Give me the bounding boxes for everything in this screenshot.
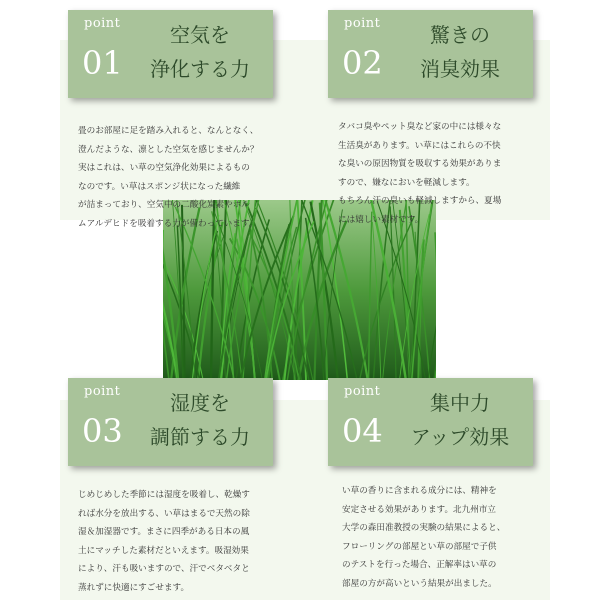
point-label: point [84, 384, 121, 399]
point-01-badge [68, 10, 273, 98]
point-number: 04 [342, 412, 383, 450]
point-title: 集中力 アップ効果 [410, 391, 510, 449]
point-number: 01 [82, 44, 123, 82]
point-02-badge [328, 10, 533, 98]
point-label: point [84, 16, 121, 31]
point-02-description: タバコ臭やペット臭など家の中には様々な 生活臭があります。い草にはこれらの不快 な臭いの原因物質を吸収する効果がありま すので、嫌なにおいを軽減します。 もちろん汗の臭いも軽減しますから、夏場 には嬉しい素材です。 [338, 122, 502, 225]
point-label: point [344, 384, 381, 399]
point-number: 02 [342, 44, 383, 82]
point-title: 驚きの 消臭効果 [420, 23, 500, 81]
point-04-description: い草の香りに含まれる成分には、精神を 安定させる効果があります。北九州市立 大学の森田准教授の実験の結果によると、 フローリングの部屋とい草の部屋で子供 のテストを行った場合、正解率はい草の 部屋の方が高いという結果が出ました。 [342, 486, 506, 589]
point-01-description: 畳のお部屋に足を踏み入れると、なんとなく、 澄んだような、凛とした空気を感じませんか？ 実はこれは、い草の空気浄化効果によるもの なのです。い草はスポンジ状になった繊維 が詰まっており、空気中の二酸化炭素やホル ムアルデヒドを吸着する力が備わっています。 [78, 126, 259, 229]
point-04-badge [328, 378, 533, 466]
point-03-badge [68, 378, 273, 466]
point-title: 湿度を 調節する力 [150, 391, 250, 449]
point-03-description: じめじめした季節には湿度を吸着し、乾燥す れば水分を放出する、い草はまるで天然の除 湿＆加湿器です。まさに四季がある日本の風 土にマッチした素材だといえます。吸湿効果 により、汗も吸いますので、汗でベタベタと 蒸れずに快適にすごせます。 [78, 490, 250, 593]
point-number: 03 [82, 412, 123, 450]
point-title: 空気を 浄化する力 [150, 23, 250, 81]
point-label: point [344, 16, 381, 31]
